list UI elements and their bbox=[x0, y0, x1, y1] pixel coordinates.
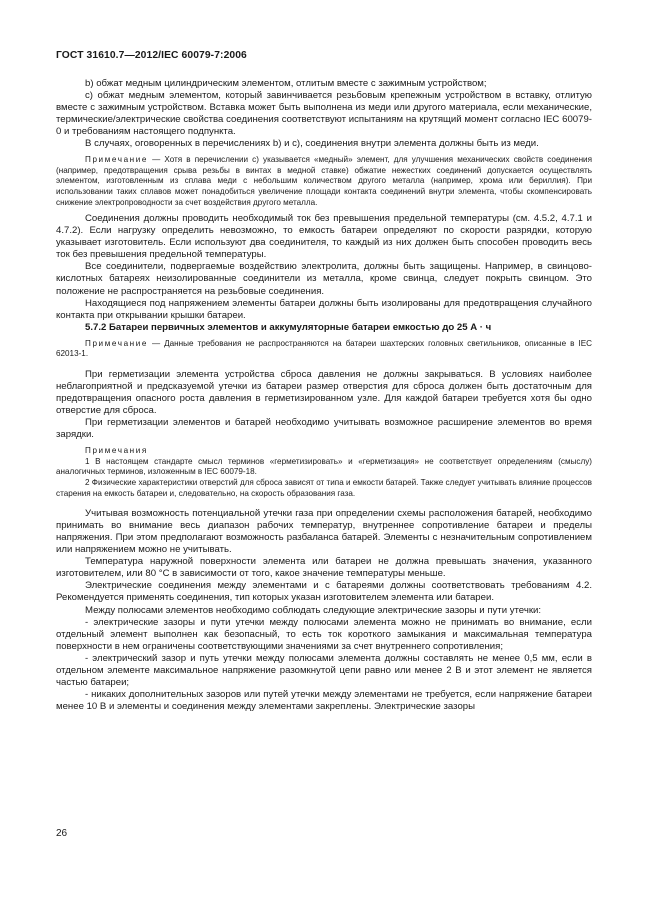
paragraph-item-b: b) обжат медным цилиндрическим элементом, отлитым вместе с зажимным устройством; bbox=[85, 78, 487, 89]
paragraph-copper-requirement: В случаях, оговоренных в перечислениях b) и c), соединения внутри элемента должны быть из меди. bbox=[85, 138, 539, 150]
paragraph-pressure-relief: При герметизации элемента устройства сброса давления не должны закрываться. В условиях наиболее неблагоприятной и предсказуемой утечки из батареи размер отверстия для сброса должен быть достаточным для предотвращения опасного роста давления в герметизированном узле. Для каждой батареи требуется хотя бы одно отверстие для сброса. bbox=[56, 368, 592, 417]
note-mining-lamps bbox=[56, 339, 592, 360]
paragraph-current: Соединения должны проводить необходимый ток без превышения предельной температуры (см. 4.5.2, 4.7.1 и 4.7.2). Если нагрузку определить невозможно, то емкость батареи определяют по скорости разрядки, которую указывает изготовитель. Если используют два соединителя, то каждый из них должен быть способен проводить весь ток без превышения предельной температуры. bbox=[56, 213, 592, 261]
paragraph-item-c: c) обжат медным элементом, который завинчивается резьбовым крепежным устройством в вставку, отлитую вместе с зажимным устройством. Вставка может быть выполнена из меди или другого материала, если механические, термические/электрические свойства соединения соответствуют испытаниям на крутящий момент согласно IEC 60079-0 и требованиям настоящего подпункта. bbox=[56, 90, 592, 138]
page-number: 26 bbox=[56, 828, 68, 839]
paragraph-expansion: При герметизации элементов и батарей необходимо учитывать возможное расширение элементов во время зарядки. bbox=[56, 417, 592, 441]
note-1: 1 В настоящем стандарте смысл терминов «герметизировать» и «герметизация» не соответствует определениям (смыслу) аналогичных терминов, изложенным в IEC 60079-18. bbox=[56, 456, 592, 477]
section-heading: 5.7.2 Батареи первичных элементов и аккумуляторные батареи емкостью до 25 А · ч bbox=[85, 321, 492, 333]
list-item-clearance-1: - электрические зазоры и пути утечки между полюсами элемента можно не принимать во внимание, если отдельный элемент выполнен как безопасный, то есть ток короткого замыкания и максимальная температура поверхности в нем ограничены соответствующими значениями за счет внутреннего сопротивления; bbox=[56, 616, 592, 652]
list-item-clearance-2: - электрический зазор и путь утечки между полюсами элемента должны составлять не менее 0,5 мм, если в отдельном элементе максимальное напряжение разомкнутой цепи равно или менее 2 В и этот элемент не является частью батареи; bbox=[56, 652, 592, 688]
list-item-clearance-3: - никаких дополнительных зазоров или путей утечки между элементами не требуется, если напряжение батареи менее 10 В и элементы и соединения между элементами закреплены. Электрические зазоры bbox=[56, 688, 592, 712]
paragraph-insulation: Находящиеся под напряжением элементы батареи должны быть изолированы для предотвращения случайного контакта при открывании крышки батареи. bbox=[56, 297, 592, 321]
note-2: 2 Физические характеристики отверстий для сброса зависят от типа и емкости батарей. Также следует учитывать влияние процессов старения на емкость батареи и, следовательно, на скорость образования газа. bbox=[56, 477, 592, 498]
paragraph-connections: Электрические соединения между элементами и с батареями должны соответствовать требованиям 4.2. Рекомендуется применять соединения, тип которых указан изготовителем элемента или батареи. bbox=[56, 580, 592, 604]
note-label: Примечание bbox=[85, 155, 149, 165]
note-alloy bbox=[56, 155, 592, 208]
note-text: — Хотя в перечислении c) указывается «медный» элемент, для улучшения механических свойств соединения (например, предотвращения срыва резьбы в винтах в медной ставке) обжатие нежестких соединений допускается осуществлять элементом, изготовленным из сплава меди с небольшим количеством другого металла (например, хрома или бериллия). При использовании таких сплавов может понадобиться увеличение площади контакта соединений внутри элемента, чтобы скомпенсировать снижение электропроводности за счет воздействия другого металла. bbox=[56, 155, 592, 207]
document-body bbox=[56, 78, 592, 713]
note-text: — Данные требования не распространяются на батареи шахтерских головных светильников, описанные в IEC 62013-1. bbox=[56, 338, 592, 359]
paragraph-clearances: Между полюсами элементов необходимо соблюдать следующие электрические зазоры и пути утечки: bbox=[85, 604, 542, 616]
paragraph-electrolyte: Все соединители, подвергаемые воздействию электролита, должны быть защищены. Например, в свинцово-кислотных батареях неизолированные соединители из металла, кроме свинца, следует покрыть свинцом. Это положение не распространяется на резьбовые соединения. bbox=[56, 261, 592, 297]
document-header: ГОСТ 31610.7—2012/IEC 60079-7:2006 bbox=[56, 50, 247, 61]
paragraph-gas-leak: Учитывая возможность потенциальной утечки газа при определении схемы расположения батарей, необходимо принимать во внимание весь диапазон рабочих температур, внутреннее сопротивление батареи и пределы напряжения. При этом предполагают возможность разбаланса батарей. Элементы с незначительным сопротивлением или напряжением можно не учитывать. bbox=[56, 508, 592, 556]
notes-heading: Примечания bbox=[85, 446, 148, 456]
paragraph-temperature: Температура наружной поверхности элемента или батареи не должна превышать значения, указанного изготовителем, или 80 °С в зависимости от того, какое значение температуры меньше. bbox=[56, 556, 592, 580]
note-label: Примечание bbox=[85, 338, 149, 348]
